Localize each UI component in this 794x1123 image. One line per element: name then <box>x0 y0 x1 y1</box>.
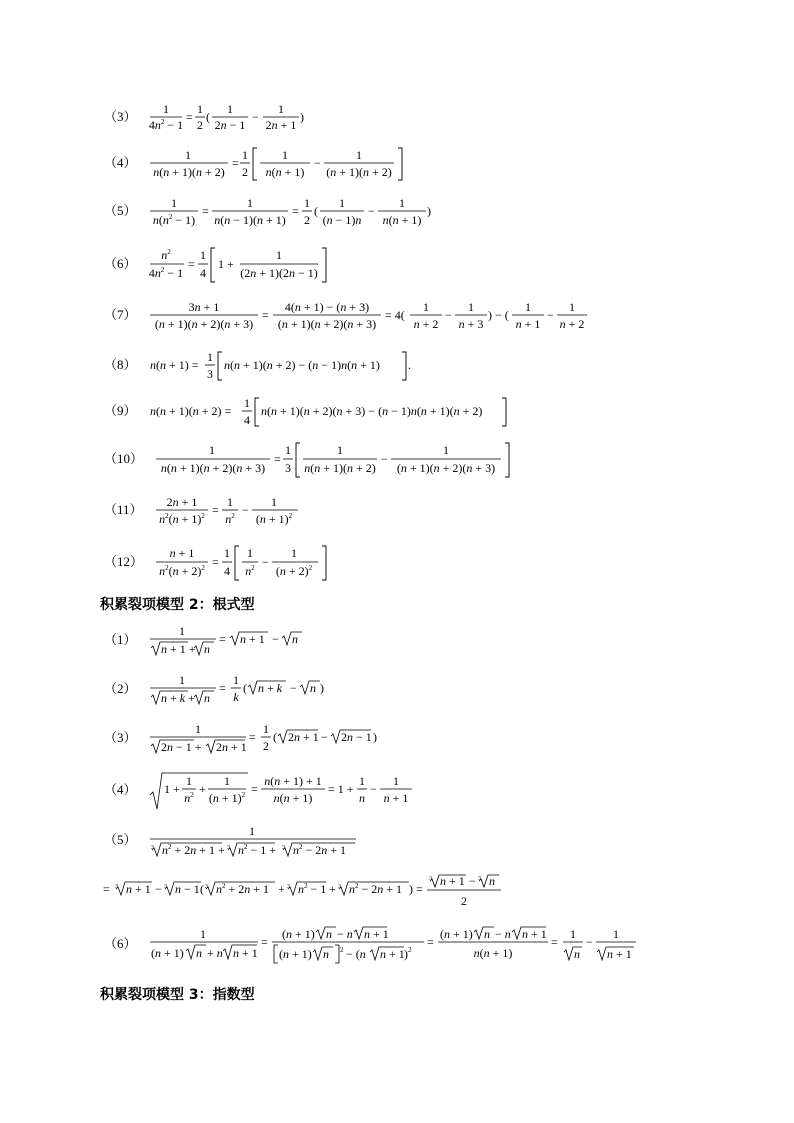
svg-text:): ) <box>372 730 377 744</box>
svg-text:−: − <box>241 503 249 517</box>
svg-text:(n + 1): (n + 1) <box>278 947 312 961</box>
formula-expression <box>154 442 524 478</box>
svg-text:n(n + 1)(n + 2): n(n + 1)(n + 2) <box>153 165 225 179</box>
svg-text:(n + 1): (n + 1) <box>439 927 473 941</box>
formula-row <box>104 624 318 658</box>
formula-expression <box>148 926 638 964</box>
svg-text:1: 1 <box>243 396 250 410</box>
svg-text:= 1 +: = 1 + <box>327 782 354 796</box>
svg-text:1: 1 <box>303 196 310 210</box>
svg-text:1: 1 <box>281 148 288 162</box>
svg-text:(: ( <box>242 681 247 695</box>
svg-text:(n + 1): (n + 1) <box>150 946 184 960</box>
svg-text:1: 1 <box>443 443 450 457</box>
formula-index: （6） <box>104 935 137 951</box>
formula-expression <box>148 722 388 756</box>
svg-text:4: 4 <box>199 266 206 280</box>
svg-text:=: = <box>212 555 220 569</box>
svg-text:3: 3 <box>429 876 433 882</box>
svg-text:n2 + 2n + 1: $n^2 + 2n + 1$ <box>216 882 270 896</box>
svg-text:n2(n + 1)2: $n^2(n + 1)^2$ <box>158 512 205 526</box>
svg-text:n: n <box>291 632 298 646</box>
svg-text:n(n + 1): n(n + 1) <box>473 946 513 960</box>
svg-text:2n + 1: 2n + 1 <box>265 118 297 132</box>
svg-text:4n2 − 1: $4n^2 - 1$ <box>148 118 183 132</box>
svg-text:1: 1 <box>184 148 191 162</box>
svg-text:n(n + 1): n(n + 1) <box>265 165 305 179</box>
svg-text:n2 − 2n + 1: $n^2 - 2n + 1$ <box>349 882 403 896</box>
svg-text:n: n <box>195 946 202 960</box>
svg-text:1: 1 <box>247 546 254 560</box>
svg-text:=: = <box>103 882 111 896</box>
svg-text:2n − 1 +: 2n − 1 + <box>160 740 202 754</box>
svg-text:(n + 1)2: $(n + 1)^2$ <box>208 791 245 805</box>
formula-expression <box>148 247 348 283</box>
svg-text:1: 1 <box>178 673 185 687</box>
svg-text:n2: $n^2$ <box>245 564 256 578</box>
formula-expression <box>154 495 314 527</box>
svg-text:n: n <box>325 927 332 941</box>
svg-text:=: = <box>218 681 226 695</box>
svg-text:2n + 1: 2n + 1 <box>166 495 198 509</box>
svg-text:n: n <box>358 791 365 805</box>
svg-text:=: = <box>185 110 193 124</box>
section-heading: 积累裂项模型 2：根式型 <box>100 597 255 613</box>
svg-text:=: = <box>261 308 269 322</box>
svg-text:n + 1: n + 1 <box>606 947 632 961</box>
formula-index: （2） <box>104 680 137 696</box>
svg-text:1: 1 <box>612 927 619 941</box>
svg-text:−: − <box>320 730 328 744</box>
formula-row <box>104 147 408 181</box>
svg-text:n: n <box>203 691 210 705</box>
svg-text:1: 1 <box>194 722 201 736</box>
svg-text:n(n + 1) + 1: n(n + 1) + 1 <box>264 774 322 788</box>
svg-text:1: 1 <box>270 495 277 509</box>
formula-index: （9） <box>104 402 137 418</box>
svg-text:): ) <box>299 110 304 124</box>
svg-text:1 +: 1 + <box>163 782 180 796</box>
svg-text:n(n + 1)(n + 2) =: n(n + 1)(n + 2) = <box>149 404 232 418</box>
svg-text:(: ( <box>313 204 318 218</box>
svg-text:1: 1 <box>248 824 255 838</box>
svg-text:−: − <box>271 632 279 646</box>
svg-text:n2: $n^2$ <box>161 248 171 262</box>
formula-row <box>104 926 638 964</box>
svg-text:(n + 2)2: $(n + 2)^2$ <box>276 564 313 578</box>
formula-row <box>104 247 348 283</box>
svg-text:) − (: ) − ( <box>487 308 509 322</box>
svg-text:(n + 1)(n + 2)(n + 3): (n + 1)(n + 2)(n + 3) <box>277 317 376 331</box>
svg-text:2: 2 <box>461 894 468 908</box>
svg-text:3: 3 <box>206 367 213 381</box>
svg-text:=: = <box>187 257 195 271</box>
svg-text:−: − <box>444 308 452 322</box>
svg-text:4: 4 <box>243 413 250 427</box>
svg-text:(: ( <box>205 110 210 124</box>
svg-text:3: 3 <box>478 876 482 882</box>
svg-text:n + 3: n + 3 <box>458 317 484 331</box>
formula-row <box>104 495 314 527</box>
formula-index: （11） <box>104 501 143 517</box>
svg-text:n + 1: n + 1 <box>239 632 265 646</box>
svg-text:3: 3 <box>205 884 209 890</box>
formula-expression <box>148 624 318 658</box>
svg-text:(: ( <box>200 882 205 896</box>
svg-text:−: − <box>313 156 321 170</box>
formula-expression <box>148 350 418 382</box>
formula-index: （8） <box>104 356 137 372</box>
svg-text:1: 1 <box>232 673 239 687</box>
formula-expression <box>148 396 518 428</box>
svg-text:n + 2: n + 2 <box>413 317 439 331</box>
svg-text:=: = <box>250 782 258 796</box>
formula-expression <box>148 771 418 811</box>
svg-text:n: n <box>322 947 329 961</box>
svg-text:n(n + 1)(n + 2) − (n − 1)n(n +: n(n + 1)(n + 2) − (n − 1)n(n + 1) <box>223 358 380 372</box>
svg-text:1: 1 <box>467 300 474 314</box>
svg-text:1: 1 <box>246 196 253 210</box>
svg-text:n + 1 +: n + 1 + <box>160 642 196 656</box>
formula-row <box>104 196 438 228</box>
svg-text:=: = <box>211 503 219 517</box>
svg-text:n2: $n^2$ <box>184 791 194 805</box>
svg-text:=: = <box>426 935 434 949</box>
svg-text:−: − <box>546 308 554 322</box>
svg-text:n(n2 − 1): $n(n^2 - 1)$ <box>152 213 195 227</box>
svg-text:−: − <box>369 782 377 796</box>
formula-index: （4） <box>104 154 137 170</box>
formula-row <box>104 545 334 581</box>
svg-text:− (n: − (n <box>345 947 366 961</box>
formula-row <box>104 442 524 478</box>
formula-index: （3） <box>104 108 137 124</box>
svg-text:=: = <box>218 632 226 646</box>
svg-text:+: + <box>278 882 286 896</box>
svg-text:n2: $n^2$ <box>225 512 235 526</box>
svg-text:n2 − 1: $n^2 - 1$ <box>298 882 327 896</box>
svg-text:1 +: 1 + <box>217 257 234 271</box>
formula-row <box>104 103 348 133</box>
svg-text:3: 3 <box>226 845 230 851</box>
formula-index: （1） <box>104 631 137 647</box>
formula-row <box>104 771 418 811</box>
svg-text:1: 1 <box>185 774 192 788</box>
svg-text:1: 1 <box>422 300 429 314</box>
svg-text:4n2 − 1: $4n^2 - 1$ <box>148 266 183 280</box>
svg-text:=: = <box>274 452 282 466</box>
svg-text:+: + <box>329 882 337 896</box>
svg-text:1: 1 <box>337 443 344 457</box>
svg-text:1: 1 <box>226 495 233 509</box>
svg-text:2n + 1: 2n + 1 <box>215 740 247 754</box>
svg-text:n + 1: n + 1 <box>440 874 466 888</box>
svg-text:n(n − 1)(n + 1): n(n − 1)(n + 1) <box>214 213 286 227</box>
formula-index: （4） <box>104 781 137 797</box>
svg-text:=: = <box>201 204 209 218</box>
svg-text:1: 1 <box>398 196 405 210</box>
svg-text:n: n <box>573 947 580 961</box>
svg-text:2: 2 <box>241 165 248 179</box>
svg-text:1: 1 <box>338 196 345 210</box>
svg-text:n + 1: n + 1 <box>232 946 258 960</box>
formula-row <box>104 823 368 859</box>
svg-text:− n: − n <box>494 927 511 941</box>
svg-text:n: n <box>489 874 496 888</box>
svg-text:1: 1 <box>569 927 576 941</box>
svg-text:2: 2 <box>196 118 203 132</box>
svg-text:n + k: n + k <box>257 681 282 695</box>
svg-text:(n + 1)(n + 2)(n + 3): (n + 1)(n + 2)(n + 3) <box>397 461 496 475</box>
svg-text:2n − 1: 2n − 1 <box>340 730 372 744</box>
formula-index: （3） <box>104 729 137 745</box>
svg-text:k: k <box>233 690 239 704</box>
svg-text:2: 2 <box>262 739 269 753</box>
svg-text:n: n <box>203 642 210 656</box>
svg-text:1: 1 <box>199 927 206 941</box>
svg-text:1: 1 <box>355 148 362 162</box>
svg-text:1: 1 <box>358 774 365 788</box>
formula-index: （10） <box>104 450 144 466</box>
svg-text:(2n + 1)(2n − 1): (2n + 1)(2n − 1) <box>240 266 318 280</box>
svg-text:): ) <box>426 204 431 218</box>
svg-text:n(n + 1): n(n + 1) <box>273 791 313 805</box>
svg-text:n + 1: n + 1 <box>521 927 547 941</box>
svg-text:2n − 1: 2n − 1 <box>214 118 246 132</box>
svg-text:3n + 1: 3n + 1 <box>188 300 220 314</box>
svg-text:(n + 1): (n + 1) <box>281 927 315 941</box>
svg-text:n(n + 1): n(n + 1) <box>382 213 422 227</box>
svg-text:−: − <box>585 935 593 949</box>
svg-text:4: 4 <box>224 564 231 578</box>
svg-text:3: 3 <box>115 884 119 890</box>
svg-text:=: = <box>260 935 268 949</box>
svg-text:n + k +: n + k + <box>160 691 195 705</box>
svg-text:n + 1: n + 1 <box>363 927 389 941</box>
svg-text:.: . <box>407 358 411 372</box>
svg-text:1: 1 <box>291 546 298 560</box>
svg-text:−: − <box>289 681 297 695</box>
svg-text:1: 1 <box>524 300 531 314</box>
svg-text:(n + 1)(n + 2): (n + 1)(n + 2) <box>326 165 392 179</box>
svg-text:n(n + 1)(n + 2)(n + 3): n(n + 1)(n + 2)(n + 3) <box>161 461 266 475</box>
svg-text:n2 + 2n + 1 +: $n^2 + 2n + 1$ + <box>161 843 225 857</box>
svg-text:n(n + 1)(n + 2)(n + 3) − (n −: n(n + 1)(n + 2)(n + 3) − (n − 1)n(n + 1)(n + 2) <box>260 404 483 418</box>
svg-text:=: = <box>550 935 558 949</box>
svg-text:n: n <box>483 927 490 941</box>
svg-text:1: 1 <box>223 774 230 788</box>
svg-text:) =: ) = <box>409 882 424 896</box>
section-heading: 积累裂项模型 3：指数型 <box>100 987 255 1003</box>
svg-text:=: = <box>231 156 239 170</box>
svg-text:)2: )$^2$ <box>403 946 412 961</box>
formula-expression <box>148 673 338 707</box>
svg-text:n(n + 1)(n + 2): n(n + 1)(n + 2) <box>304 461 377 475</box>
svg-text:1: 1 <box>206 350 213 364</box>
svg-text:−: − <box>251 110 259 124</box>
svg-text:2: 2 <box>303 213 310 227</box>
svg-text:3: 3 <box>164 884 168 890</box>
svg-text:3: 3 <box>338 884 342 890</box>
formula-index: （7） <box>104 306 137 322</box>
svg-text:1: 1 <box>196 102 203 116</box>
formula-row <box>104 673 338 707</box>
svg-text:=: = <box>291 204 299 218</box>
svg-text:n + 1: n + 1 <box>126 882 152 896</box>
svg-text:3: 3 <box>281 845 285 851</box>
svg-text:+: + <box>198 782 206 796</box>
svg-text:−: − <box>155 882 163 896</box>
formula-expression <box>154 545 334 581</box>
formula-index: （5） <box>104 202 137 218</box>
svg-text:1: 1 <box>224 546 231 560</box>
svg-text:1: 1 <box>199 248 206 262</box>
svg-text:3: 3 <box>287 884 291 890</box>
svg-text:+ n: + n <box>206 946 223 960</box>
svg-text:=: = <box>248 730 256 744</box>
svg-text:(n + 1)(n + 2)(n + 3): (n + 1)(n + 2)(n + 3) <box>154 317 253 331</box>
svg-text:3: 3 <box>150 845 154 851</box>
svg-text:n + 1: n + 1 <box>383 791 409 805</box>
svg-text:= 4(: = 4( <box>384 308 405 322</box>
formula-expression <box>148 300 588 332</box>
svg-text:n + 1: n + 1 <box>379 947 405 961</box>
formula-row <box>104 396 518 428</box>
svg-text:n: n <box>309 681 316 695</box>
formula-expression <box>148 103 348 133</box>
svg-text:): ) <box>319 681 324 695</box>
formula-expression <box>148 147 408 181</box>
svg-text:n2 − 1 +: $n^2 - 1$ + <box>237 843 276 857</box>
svg-text:n + 1: n + 1 <box>169 546 195 560</box>
svg-text:1: 1 <box>226 102 233 116</box>
svg-text:− n: − n <box>336 927 353 941</box>
svg-text:n + 2: n + 2 <box>559 317 585 331</box>
svg-text:−: − <box>262 555 270 569</box>
svg-text:2: 2 <box>339 946 344 954</box>
formula-expression <box>148 196 438 228</box>
svg-text:1: 1 <box>275 248 282 262</box>
svg-text:n2(n + 2)2: $n^2(n + 2)^2$ <box>159 564 206 578</box>
formula-index: （5） <box>104 831 137 847</box>
formula-expression <box>103 874 513 910</box>
svg-text:n − 1: n − 1 <box>175 882 201 896</box>
svg-text:1: 1 <box>262 722 269 736</box>
formula-expression <box>148 823 368 859</box>
svg-text:1: 1 <box>568 300 575 314</box>
formula-row <box>104 300 588 332</box>
svg-text:(: ( <box>272 730 277 744</box>
svg-text:n(n + 1) =: n(n + 1) = <box>149 358 199 372</box>
svg-text:(n − 1)n: (n − 1)n <box>322 213 362 227</box>
formula-index: （6） <box>104 255 137 271</box>
svg-text:n2 − 2n + 1: $n^2 - 2n + 1$ <box>292 843 346 857</box>
svg-text:1: 1 <box>170 196 177 210</box>
svg-text:(n + 1)2: $(n + 1)^2$ <box>255 512 292 526</box>
svg-text:−: − <box>469 874 477 888</box>
formula-index: （12） <box>104 553 144 569</box>
svg-text:1: 1 <box>277 102 284 116</box>
svg-text:−: − <box>381 452 389 466</box>
formula-row <box>104 350 418 382</box>
svg-text:−: − <box>367 204 375 218</box>
svg-text:1: 1 <box>162 102 169 116</box>
svg-text:3: 3 <box>285 461 292 475</box>
svg-text:1: 1 <box>392 774 399 788</box>
svg-text:1: 1 <box>178 624 185 638</box>
svg-text:n + 1: n + 1 <box>515 317 541 331</box>
formula-row <box>104 722 388 756</box>
svg-text:1: 1 <box>285 443 292 457</box>
svg-text:4(n + 1) − (n + 3): 4(n + 1) − (n + 3) <box>284 300 369 314</box>
svg-text:1: 1 <box>209 443 216 457</box>
svg-text:1: 1 <box>241 148 248 162</box>
formula-row <box>100 874 513 910</box>
svg-text:2n + 1: 2n + 1 <box>287 730 319 744</box>
